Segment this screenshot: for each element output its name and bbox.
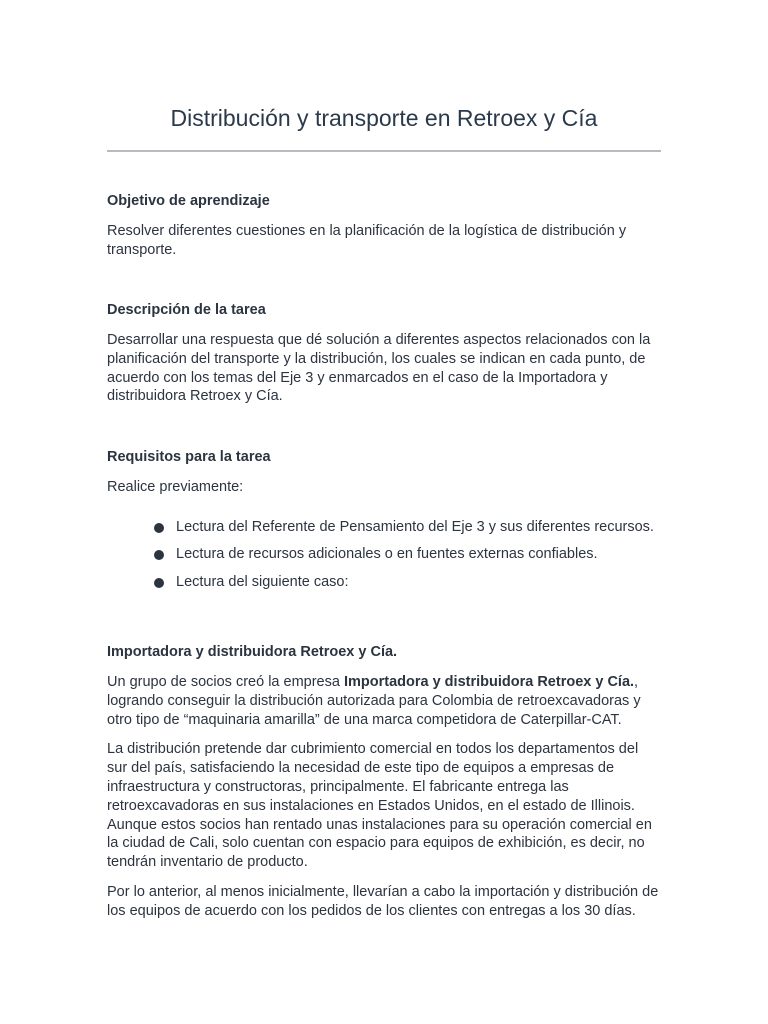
caso-paragraph-2: La distribución pretende dar cubrimiento comercial en todos los departamentos del sur del país, satisfaciendo la necesidad de este tipo de equipos a empresas de infraestructura y constructoras, principalmente. El fabricante entrega las retroexcavadoras en sus instalaciones en Estados Unidos, en el estado de Illinois. Aunque estos socios han rentado unas instalaciones para su operación comercial en la ciudad de Cali, solo cuentan con espacio para equipos de exhibición, es decir, no tendrán inventario de producto. (107, 741, 652, 871)
bullet-icon (154, 578, 164, 588)
section-intro-requisitos: Realice previamente: (107, 479, 244, 495)
section-text-objetivo: Resolver diferentes cuestiones en la planificación de la logística de distribución y transporte. (107, 223, 627, 258)
caso-p1-text-start: Un grupo de socios creó la empresa (107, 674, 344, 690)
company-name: Importadora y distribuidora Retroex y Cía. (343, 674, 635, 690)
caso-paragraph-3: Por lo anterior, al menos inicialmente, llevarían a cabo la importación y distribución de los equipos de acuerdo con los pedidos de los clientes con entregas a los 30 días. (107, 883, 659, 919)
requisitos-list (107, 518, 661, 601)
section-heading-descripcion: Descripción de la tarea (107, 302, 266, 318)
document-title: Distribución y transporte en Retroex y Cía (170, 105, 598, 131)
list-item (107, 545, 661, 573)
section-text-descripcion: Desarrollar una respuesta que dé solución a diferentes aspectos relacionados con la planificación del transporte y la distribución, los cuales se indican en cada punto, de acuerdo con los temas del Eje 3 y enmarcados en el caso de la Importadora y distribuidora Retroex y Cía. (107, 332, 651, 405)
list-item-text: Lectura del siguiente caso: (176, 573, 349, 590)
list-item (107, 518, 661, 546)
list-item-text: Lectura de recursos adicionales o en fuentes externas confiables. (176, 546, 598, 563)
section-objetivo (107, 192, 661, 260)
bullet-icon (154, 550, 164, 560)
list-item (107, 573, 661, 601)
bullet-icon (154, 523, 164, 533)
title-divider (107, 150, 661, 152)
section-heading-requisitos: Requisitos para la tarea (107, 449, 271, 465)
section-heading-caso: Importadora y distribuidora Retroex y Cía. (107, 644, 398, 660)
section-descripcion (107, 301, 661, 406)
section-heading-objetivo: Objetivo de aprendizaje (107, 193, 270, 209)
list-item-text: Lectura del Referente de Pensamiento del Eje 3 y sus diferentes recursos. (176, 518, 654, 535)
section-caso (107, 643, 661, 921)
section-requisitos (107, 448, 661, 600)
caso-p1-text-end: , logrando conseguir la distribución autorizada para Colombia de retroexcavadoras y otro tipo de “maquinaria amarilla” de una marca competidora de Caterpillar-CAT. (107, 674, 641, 728)
caso-paragraph-1 (107, 673, 661, 729)
